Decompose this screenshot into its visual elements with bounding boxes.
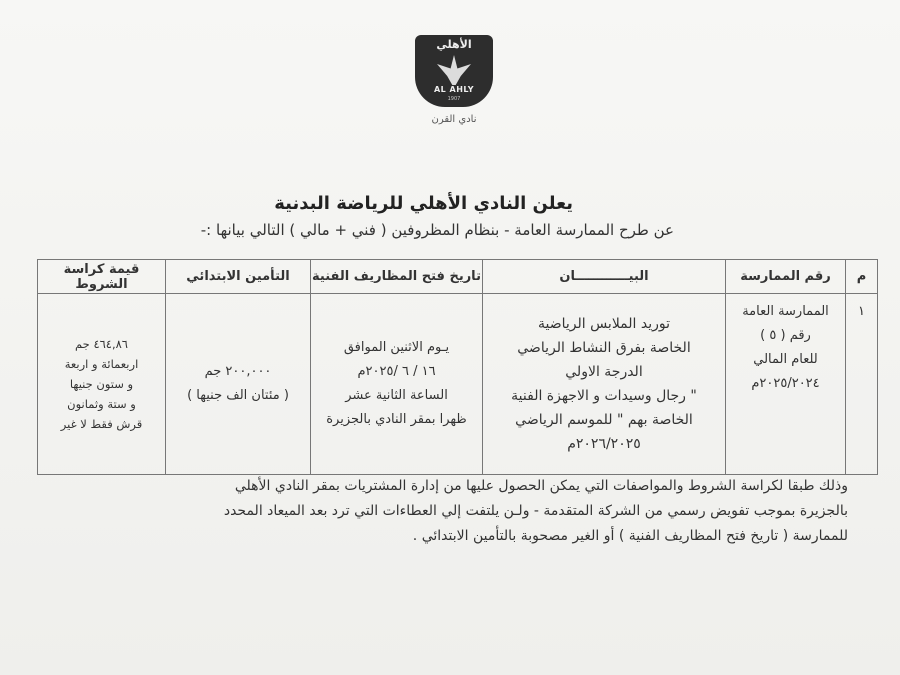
logo-latin-name: AL AHLY (433, 85, 475, 94)
club-logo (415, 35, 493, 107)
table-row (38, 294, 878, 475)
cell-date: يـوم الاثنين الموافق ١٦ / ٦ /٢٠٢٥م الساعة الثانية عشر ظهرا بمقر النادي بالجزيرة (311, 294, 483, 475)
logo-year: 1907 (447, 96, 461, 102)
logo-subtitle: نادي القرن (431, 114, 477, 125)
terms-paragraph (128, 474, 848, 549)
cell-statement: توريد الملابس الرياضية الخاصة بفرق النشاط الرياضي الدرجة الاولي " رجال وسيدات و الاجهزة الفنية الخاصة بهم " للموسم الرياضي ٢٠٢٦/٢٠٢٥م (483, 294, 726, 475)
cell-number: الممارسة العامة رقم ( ٥ ) للعام المالي ٢٠٢٥/٢٠٢٤م (726, 294, 846, 475)
tender-table (37, 259, 878, 475)
paragraph-line: للممارسة ( تاريخ فتح المظاريف الفنية ) أو الغير مصحوبة بالتأمين الابتدائي . (412, 528, 848, 544)
table-header-row (38, 260, 878, 294)
header-date: تاريخ فتح المظاريف الفنية (311, 260, 483, 294)
paragraph-line: بالجزيرة بموجب تفويض رسمي من الشركة المتقدمة - ولـن يلتفت إلي العطاءات التي ترد بعد الميعاد المحدد (223, 503, 848, 519)
header-insurance: التأمين الابتدائي (166, 260, 311, 294)
header-price: قيمة كراسة الشروط (38, 260, 166, 294)
announcement-subtitle: عن طرح الممارسة العامة - بنظام المظروفين ( فني + مالي ) التالي بيانها :- (200, 221, 674, 239)
cell-price: ٤٦٤,٨٦ جم اربعمائة و اربعة و ستون جنيها و ستة وثمانون قرش فقط لا غير (38, 294, 166, 475)
cell-no: ١ (846, 294, 878, 475)
eagle-icon (437, 55, 471, 85)
header-no: م (846, 260, 878, 294)
logo-arabic-name: الأهلي (436, 38, 472, 51)
header-number: رقم الممارسة (726, 260, 846, 294)
header-statement: البيــــــــــــان (483, 260, 726, 294)
announcement-title: يعلن النادي الأهلي للرياضة البدنية (274, 193, 573, 214)
paragraph-line: وذلك طبقا لكراسة الشروط والمواصفات التي يمكن الحصول عليها من إدارة المشتريات بمقر النادي الأهلي (234, 478, 848, 494)
cell-insurance: ٢٠٠,٠٠٠ جم ( مئتان الف جنيها ) (166, 294, 311, 475)
